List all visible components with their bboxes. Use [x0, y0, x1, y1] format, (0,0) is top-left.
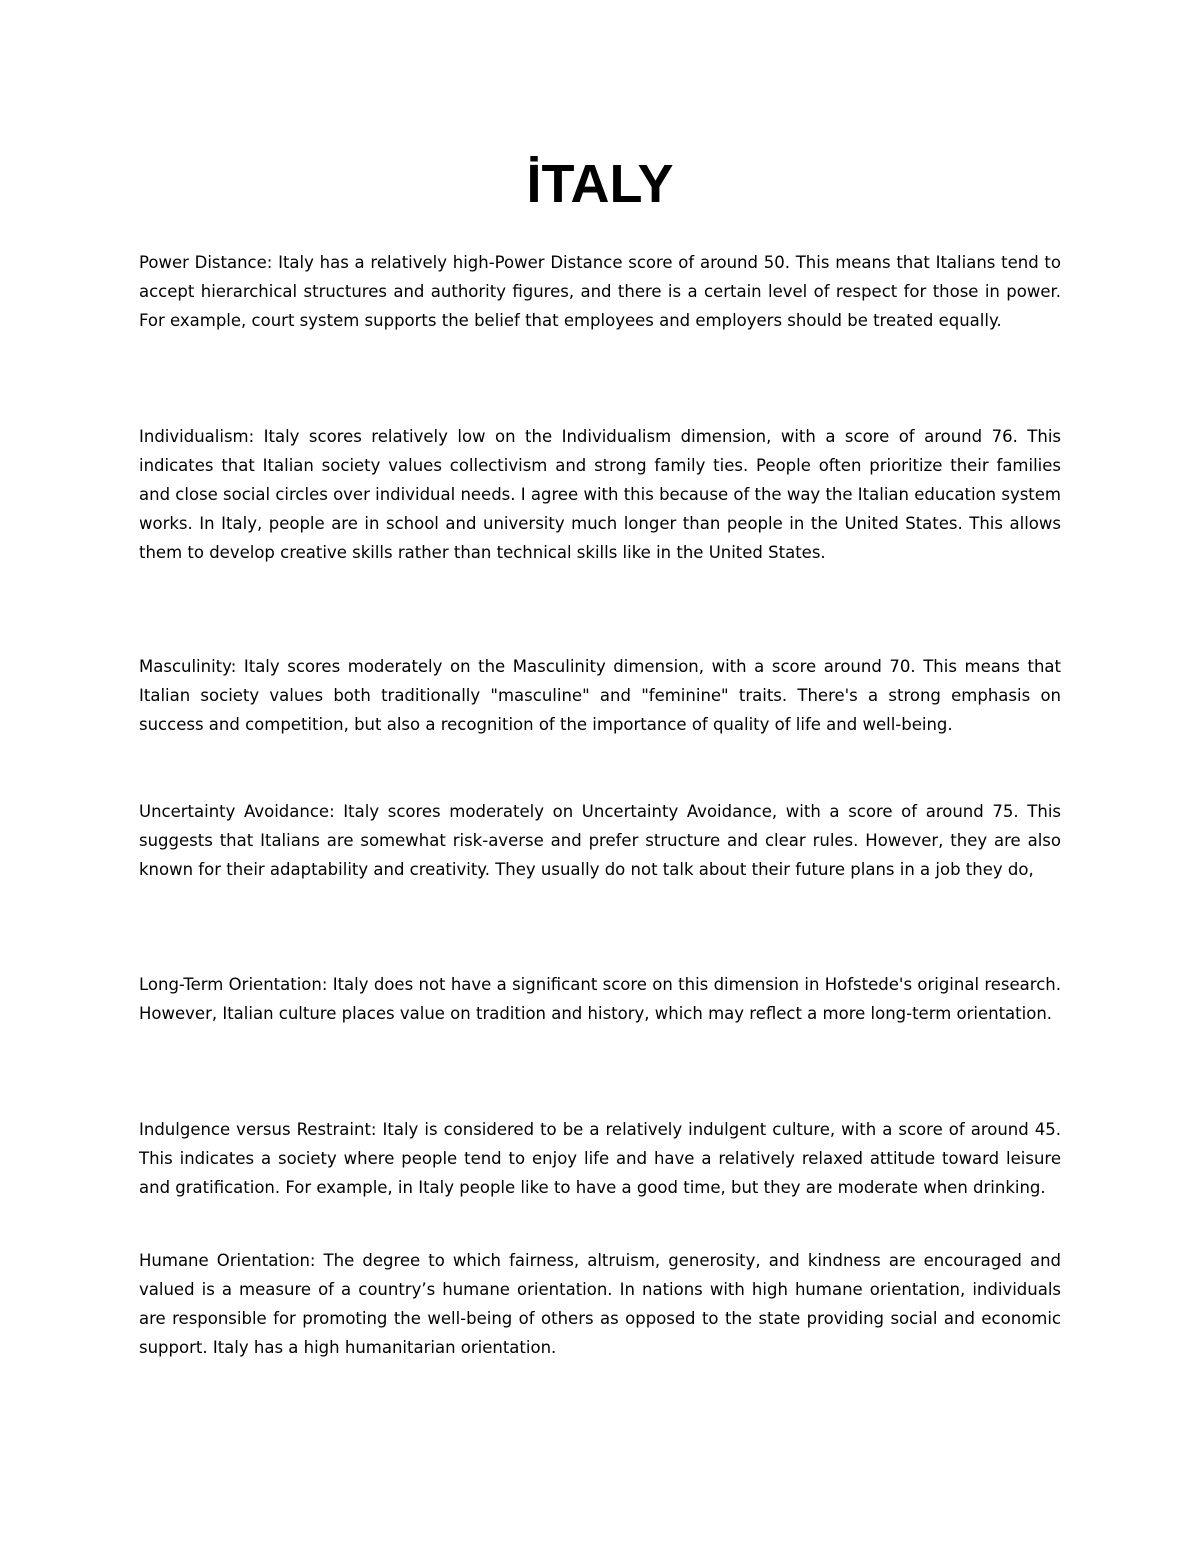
document-title: İTALY: [526, 154, 674, 214]
paragraph-long-term-orientation: Long-Term Orientation: Italy does not have a significant score on this dimension in Hofstede's original research. However, Italian culture places value on tradition and history, which may reflect a more long-term orientation.: [139, 975, 1061, 1023]
paragraph-uncertainty-avoidance: Uncertainty Avoidance: Italy scores moderately on Uncertainty Avoidance, with a score of around 75. This suggests that Italians are somewhat risk-averse and prefer structure and clear rules. However, they are also known for their adaptability and creativity. They usually do not talk about their future plans in a job they do,: [139, 802, 1061, 879]
paragraph-power-distance: Power Distance: Italy has a relatively high-Power Distance score of around 50. This means that Italians tend to accept hierarchical structures and authority figures, and there is a certain level of respect for those in power. For example, court system supports the belief that employees and employers should be treated equally.: [139, 253, 1061, 330]
paragraph-masculinity: Masculinity: Italy scores moderately on the Masculinity dimension, with a score around 70. This means that Italian society values both traditionally "masculine" and "feminine" traits. There's a strong emphasis on success and competition, but also a recognition of the importance of quality of life and well-being.: [139, 657, 1061, 734]
paragraph-individualism: Individualism: Italy scores relatively low on the Individualism dimension, with a score of around 76. This indicates that Italian society values collectivism and strong family ties. People often prioritize their families and close social circles over individual needs. I agree with this because of the way the Italian education system works. In Italy, people are in school and university much longer than people in the United States. This allows them to develop creative skills rather than technical skills like in the United States.: [139, 427, 1061, 562]
paragraph-indulgence-versus-restraint: Indulgence versus Restraint: Italy is considered to be a relatively indulgent culture, with a score of around 45. This indicates a society where people tend to enjoy life and have a relatively relaxed attitude toward leisure and gratification. For example, in Italy people like to have a good time, but they are moderate when drinking.: [139, 1120, 1061, 1197]
paragraph-humane-orientation: Humane Orientation: The degree to which fairness, altruism, generosity, and kindness are encouraged and valued is a measure of a country’s humane orientation. In nations with high humane orientation, individuals are responsible for promoting the well-being of others as opposed to the state providing social and economic support. Italy has a high humanitarian orientation.: [139, 1251, 1061, 1357]
